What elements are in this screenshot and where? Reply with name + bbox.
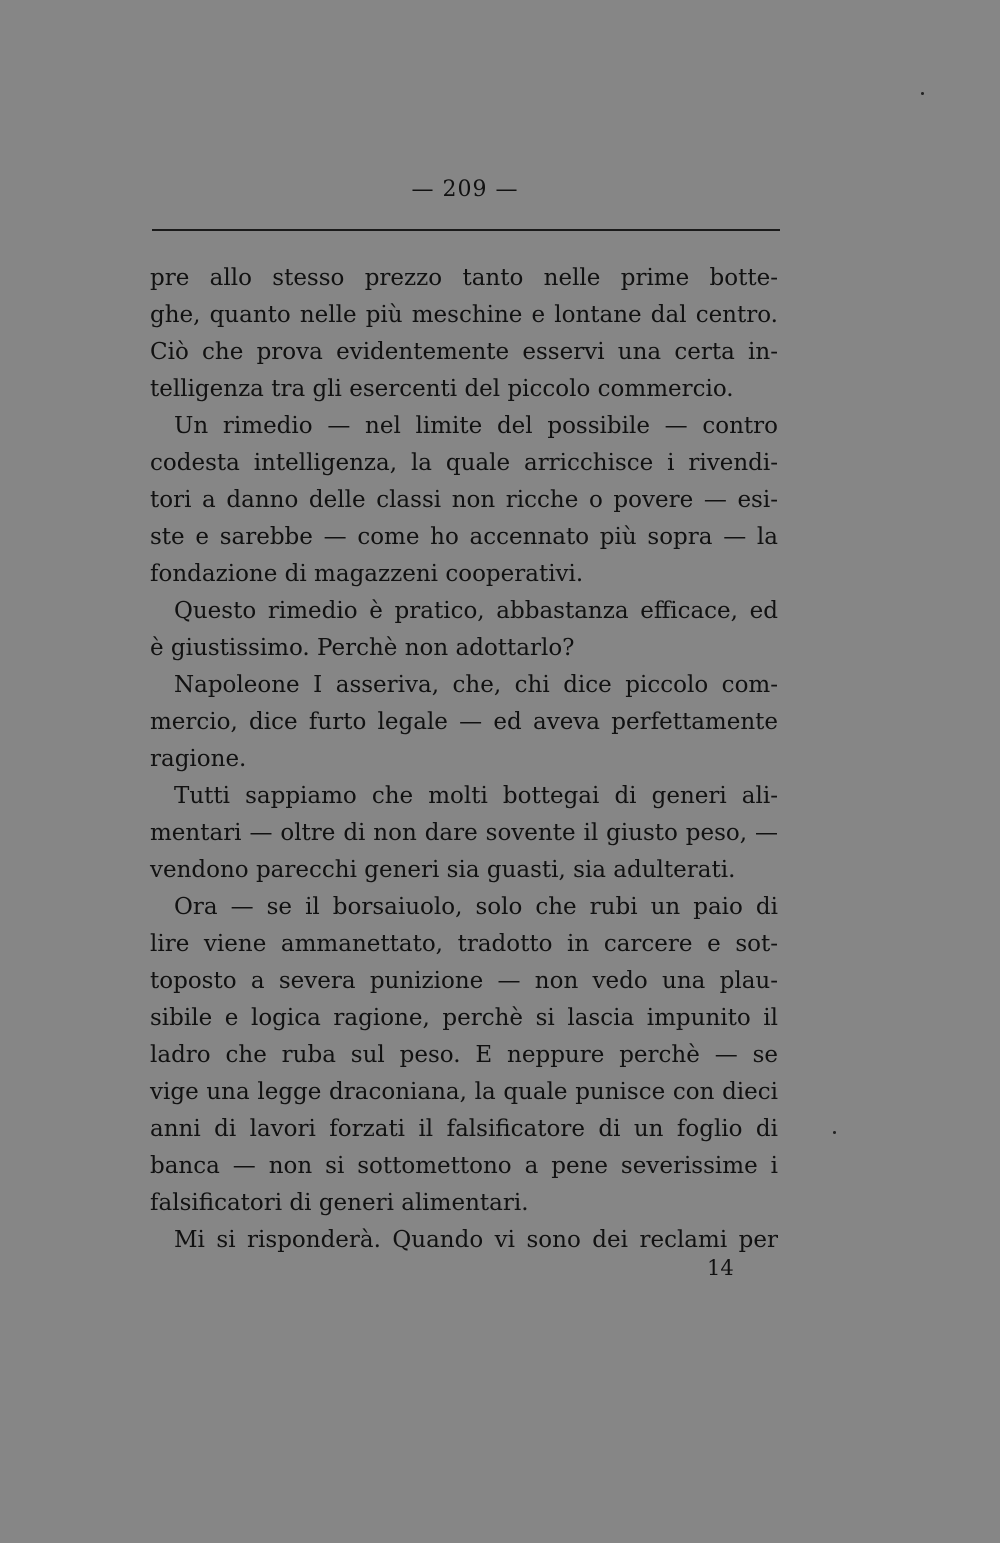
- text-line: ragione.: [150, 746, 247, 772]
- signature-mark: 14: [707, 1256, 734, 1280]
- header-rule: [152, 229, 780, 231]
- text-line: toposto a severa punizione — non vedo una plau-: [150, 968, 778, 994]
- text-line: Un rimedio — nel limite del possibile — contro: [174, 413, 778, 439]
- text-line: ste e sarebbe — come ho accennato più sopra — la: [150, 524, 778, 550]
- text-line: anni di lavori forzati il falsificatore di un foglio di: [150, 1116, 778, 1142]
- text-line: ghe, quanto nelle più meschine e lontane dal centro.: [150, 302, 778, 328]
- text-line: lire viene ammanettato, tradotto in carcere e sot-: [150, 931, 778, 957]
- scan-speck: [833, 1131, 836, 1134]
- text-line: fondazione di magazzeni cooperativi.: [150, 561, 584, 587]
- text-line: pre allo stesso prezzo tanto nelle prime botte-: [150, 265, 778, 291]
- text-line: codesta intelligenza, la quale arricchisce i rivendi-: [150, 450, 778, 476]
- text-line: sibile e logica ragione, perchè si lascia impunito il: [150, 1005, 778, 1031]
- page-number: — 209 —: [411, 177, 519, 202]
- text-line: mercio, dice furto legale — ed aveva perfettamente: [150, 709, 778, 735]
- text-line: Tutti sappiamo che molti bottegai di generi ali-: [174, 783, 778, 809]
- text-line: vendono parecchi generi sia guasti, sia adulterati.: [150, 857, 736, 883]
- text-line: Ora — se il borsaiuolo, solo che rubi un paio di: [174, 894, 778, 920]
- scan-speck: [921, 92, 924, 95]
- text-line: Mi si risponderà. Quando vi sono dei reclami per: [174, 1227, 778, 1253]
- text-line: falsificatori di generi alimentari.: [150, 1190, 529, 1216]
- text-line: ladro che ruba sul peso. E neppure perchè — se: [150, 1042, 778, 1068]
- text-line: telligenza tra gli esercenti del piccolo commercio.: [150, 376, 734, 402]
- text-line: è giustissimo. Perchè non adottarlo?: [150, 635, 575, 661]
- text-line: Napoleone I asseriva, che, chi dice piccolo com-: [174, 672, 778, 698]
- text-line: mentari — oltre di non dare sovente il giusto peso, —: [150, 820, 778, 846]
- text-line: Questo rimedio è pratico, abbastanza efficace, ed: [174, 598, 778, 624]
- text-line: Ciò che prova evidentemente esservi una certa in-: [150, 339, 778, 365]
- text-line: tori a danno delle classi non ricche o povere — esi-: [150, 487, 778, 513]
- text-line: vige una legge draconiana, la quale punisce con dieci: [150, 1079, 778, 1105]
- text-line: banca — non si sottomettono a pene severissime i: [150, 1153, 778, 1179]
- page-body: [150, 260, 778, 1259]
